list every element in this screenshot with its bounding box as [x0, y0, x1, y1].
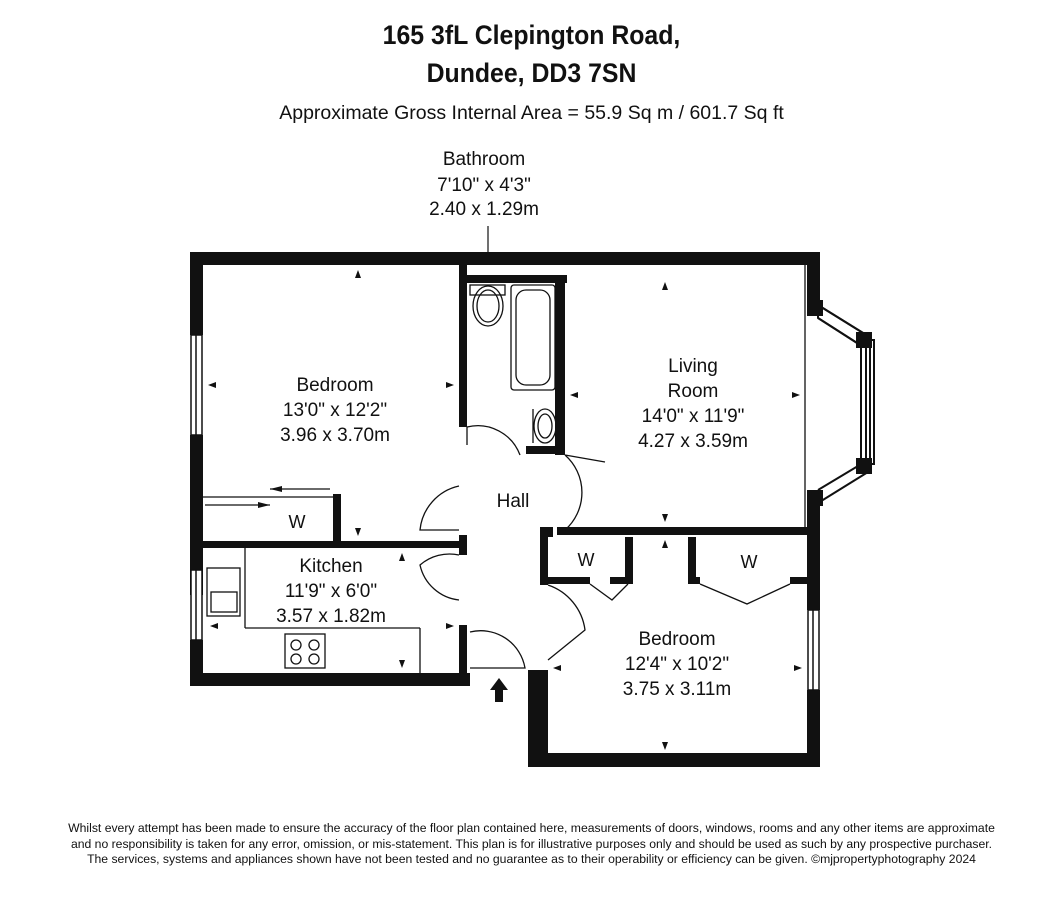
hall-label: Hall [496, 491, 530, 512]
wardrobe-label-bedroom2-right: W [740, 552, 758, 572]
bedroom1-label [280, 375, 390, 446]
kitchen-imperial: 11'9" x 6'0" [284, 581, 378, 602]
bedroom2-imperial: 12'4" x 10'2" [624, 654, 730, 675]
bathroom-imperial: 7'10" x 4'3" [437, 175, 531, 196]
bedroom1-metric: 3.96 x 3.70m [280, 425, 390, 446]
bathroom-label [429, 149, 539, 220]
bedroom1-name: Bedroom [296, 375, 374, 396]
wardrobe-label-bedroom2-left: W [577, 550, 595, 570]
living-imperial: 14'0" x 11'9" [641, 406, 745, 427]
bedroom2-label [623, 629, 731, 700]
bedroom2-name: Bedroom [638, 629, 716, 650]
living-name-2: Room [667, 381, 719, 402]
kitchen-label [276, 556, 386, 627]
entrance-arrow [490, 678, 508, 702]
kitchen-metric: 3.57 x 1.82m [276, 606, 386, 627]
bedroom1-imperial: 13'0" x 12'2" [282, 400, 388, 421]
bathroom-fixtures [470, 285, 556, 443]
bedroom2-metric: 3.75 x 3.11m [622, 679, 732, 700]
disclaimer-line-3: The services, systems and appliances shown have not been tested and no guarantee as to their operability or efficiency can be given. ©mjpropertyphotography 2024 [87, 852, 976, 866]
disclaimer-line-1: Whilst every attempt has been made to ensure the accuracy of the floor plan contained here, measurements of doors, windows, rooms and any other items are approximate [68, 821, 995, 835]
disclaimer [20, 821, 1043, 868]
doors [420, 426, 790, 668]
wardrobe-label-bedroom1: W [288, 512, 306, 532]
bay-window [807, 300, 874, 506]
kitchen-name: Kitchen [299, 556, 363, 577]
living-metric: 4.27 x 3.59m [638, 431, 748, 452]
address-line-2: Dundee, DD3 7SN [426, 58, 637, 88]
bathroom-metric: 2.40 x 1.29m [429, 199, 539, 220]
living-name-1: Living [668, 356, 718, 377]
gross-internal-area: Approximate Gross Internal Area = 55.9 Sq m / 601.7 Sq ft [279, 102, 784, 124]
address-line-1: 165 3fL Clepington Road, [382, 20, 681, 50]
living-room-label [638, 356, 748, 452]
disclaimer-line-2: and no responsibility is taken for any error, omission, or mis-statement. This plan is for illustrative purposes only and should be used as such by any prospective purchaser. [70, 836, 993, 851]
bathroom-name: Bathroom [442, 149, 526, 170]
